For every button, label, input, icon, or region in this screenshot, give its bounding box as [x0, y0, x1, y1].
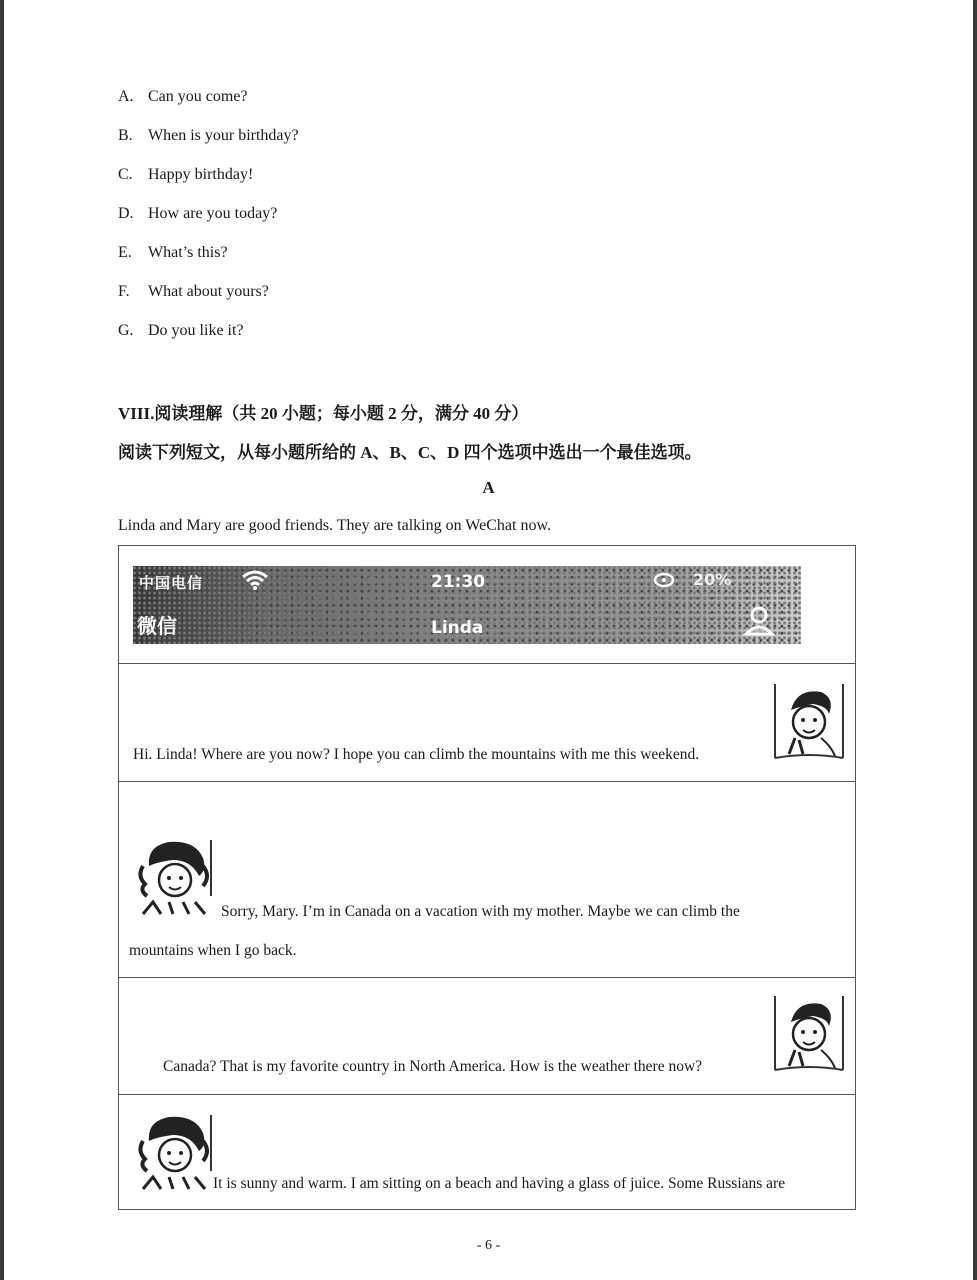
- message-text-3: Canada? That is my favorite country in North America. How is the weather there now?: [163, 1058, 703, 1075]
- app-name: 微信: [137, 614, 177, 638]
- linda-avatar-icon: [133, 836, 217, 918]
- chat-message-1: [119, 663, 855, 781]
- passage-label: A: [482, 478, 495, 497]
- contact-name: Linda: [431, 618, 484, 638]
- page-frame-left: [0, 0, 4, 1280]
- option-d: D. How are you today?: [118, 205, 278, 222]
- signal-icon: [653, 572, 675, 588]
- option-g: G. Do you like it?: [118, 322, 244, 339]
- option-e: E. What’s this?: [118, 244, 228, 261]
- wifi-icon: [241, 570, 269, 590]
- message-text-1: Hi. Linda! Where are you now? I hope you can climb the mountains with me this weekend.: [133, 746, 700, 763]
- section-title: VIII.阅读理解（共 20 小题；每小题 2 分，满分 40 分）: [118, 404, 529, 423]
- section-instruction: 阅读下列短文，从每小题所给的 A、B、C、D 四个选项中选出一个最佳选项。: [118, 443, 702, 462]
- option-a: A. Can you come?: [118, 88, 248, 105]
- wechat-conversation: [118, 545, 856, 1210]
- page-number: - 6 -: [476, 1238, 501, 1253]
- mary-avatar-icon: [769, 680, 849, 762]
- chat-message-3: [119, 977, 855, 1094]
- option-f: F. What about yours?: [118, 283, 269, 300]
- message-text-4: It is sunny and warm. I am sitting on a beach and having a glass of juice. Some Russians are: [213, 1175, 786, 1192]
- battery-level: 20%: [693, 570, 732, 589]
- carrier-label: 中国电信: [139, 574, 204, 592]
- chat-message-4: [119, 1094, 855, 1211]
- chat-message-2: [119, 781, 855, 977]
- option-b: B. When is your birthday?: [118, 127, 299, 144]
- contact-profile-icon[interactable]: [743, 604, 775, 636]
- message-text-2-line-2: mountains when I go back.: [129, 942, 297, 959]
- message-text-2-line-1: Sorry, Mary. I’m in Canada on a vacation with my mother. Maybe we can climb the: [221, 903, 740, 920]
- linda-avatar-icon: [133, 1111, 217, 1193]
- page-frame-right: [973, 0, 977, 1280]
- option-c: C. Happy birthday!: [118, 166, 254, 183]
- clock-time: 21:30: [431, 572, 486, 592]
- mary-avatar-icon: [769, 992, 849, 1074]
- passage-intro: Linda and Mary are good friends. They are talking on WeChat now.: [118, 517, 551, 534]
- phone-status-bar: [133, 566, 801, 644]
